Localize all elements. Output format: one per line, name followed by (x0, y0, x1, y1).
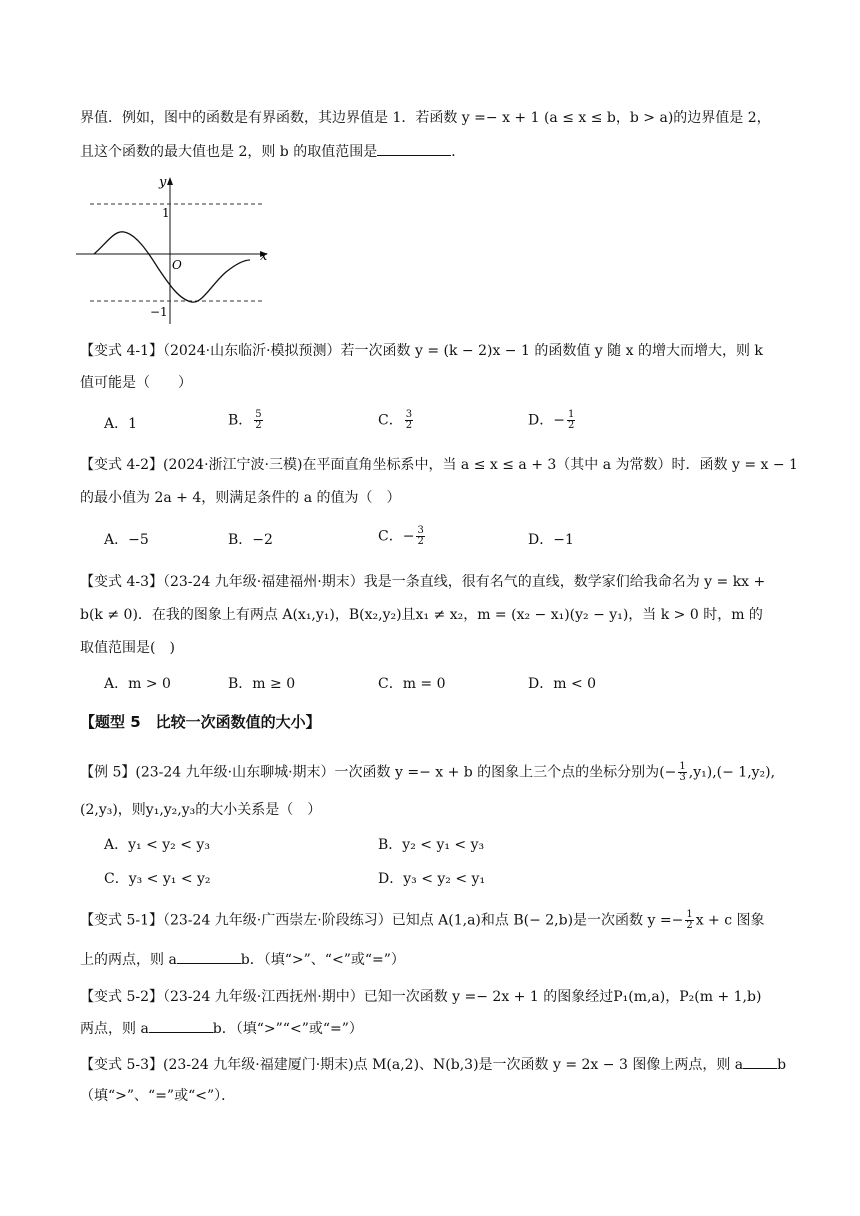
v42-line-1: 【变式 4-2】(2024·浙江宁波·三模)在平面直角坐标系中，当 a ≤ x ≤ a + 3（其中 a 为常数）时．函数 y = x − 1 (80, 457, 798, 473)
v41-option-c-label: C． (378, 412, 403, 429)
intro-line-1: 界值．例如，图中的函数是有界函数，其边界值是 1．若函数 y =− x + 1 (a ≤ x ≤ b，b > a)的边界值是 2， (80, 110, 771, 126)
section-5-title: 【题型 5 比较一次函数值的大小】 (80, 713, 321, 731)
v41-option-d[interactable] (528, 410, 577, 431)
intro-line-2-text: 且这个函数的最大值也是 2，则 b 的取值范围是 (80, 144, 378, 160)
function-graph (76, 172, 276, 328)
v41-option-a[interactable]: A．1 (104, 416, 138, 432)
answer-blank (377, 141, 451, 156)
v43-line-2: b(k ≠ 0)．在我的图象上有两点 A(x₁,y₁)，B(x₂,y₂)且x₁ ≠ x₂，m = (x₂ − x₁)(y₂ − y₁)，当 k > 0 时，m 的 (80, 607, 763, 623)
v41-option-d-frac: $\frac{1}{2}$ (567, 409, 575, 431)
v53-line-1-end: b (777, 1057, 787, 1073)
v41-option-c[interactable] (378, 410, 415, 431)
v42-line-2: 的最小值为 2a + 4，则满足条件的 a 的值为（ ） (80, 490, 401, 506)
v52-answer-blank[interactable] (149, 1018, 213, 1033)
v53-line-2: （填“>”、“=”或“<”）． (80, 1088, 236, 1104)
ex5-line-1-text: 【例 5】(23-24 九年级·山东聊城·期末）一次函数 y =− x + b 的图象上三个点的坐标分别为 (80, 764, 660, 781)
v41-option-c-frac: $\frac{3}{2}$ (405, 409, 413, 431)
bottom-tick-label: −1 (150, 305, 168, 319)
ex5-option-d[interactable]: D．y₃ < y₂ < y₁ (378, 871, 486, 887)
v51-line-1-end: x + c 图象 (695, 912, 765, 929)
ex5-option-b[interactable]: B．y₂ < y₁ < y₃ (378, 837, 485, 853)
v51-line-1-text: 【变式 5-1】（23-24 九年级·广西崇左·阶段练习）已知点 A(1,a)和点 B(− 2,b)是一次函数 y =− (80, 912, 684, 929)
v43-option-a[interactable]: A．m > 0 (104, 676, 171, 692)
ex5-line-2: (2,y₃)，则y₁,y₂,y₃的大小关系是（ ） (80, 802, 322, 818)
v41-option-d-label: D．− (528, 412, 565, 429)
v42-option-a[interactable]: A．−5 (104, 532, 149, 548)
ex5-point-1-post: ,y₁),(− 1,y₂), (688, 764, 776, 781)
v41-option-b[interactable] (228, 410, 265, 431)
v41-option-b-frac: $\frac{5}{2}$ (255, 409, 262, 431)
v51-line-2-text: 上的两点，则 a (80, 952, 177, 968)
v42-option-d[interactable]: D．−1 (528, 532, 574, 548)
v51-answer-blank[interactable] (177, 949, 241, 964)
v43-option-b[interactable]: B．m ≥ 0 (228, 676, 296, 692)
v42-option-c[interactable] (378, 526, 427, 547)
v52-line-2 (80, 1018, 363, 1039)
v41-option-b-label: B． (228, 412, 253, 429)
v51-line-2 (80, 949, 405, 970)
ex5-line-1 (80, 762, 775, 783)
ex5-option-c[interactable]: C．y₃ < y₁ < y₂ (104, 871, 211, 887)
v51-line-1 (80, 910, 765, 931)
v42-option-c-frac: $\frac{3}{2}$ (417, 525, 424, 547)
v53-line-1 (80, 1054, 786, 1075)
y-axis-label: y (159, 175, 167, 190)
v41-line-2: 值可能是（ ） (80, 375, 192, 391)
v52-line-2-text: 两点，则 a (80, 1021, 149, 1037)
x-axis-label: x (260, 249, 268, 264)
origin-label: O (172, 258, 182, 272)
v53-line-1-text: 【变式 5-3】(23-24 九年级·福建厦门·期末)点 M(a,2)、N(b,3)是一次函数 y = 2x − 3 图像上两点，则 a (80, 1057, 744, 1073)
ex5-option-a[interactable]: A．y₁ < y₂ < y₃ (104, 837, 210, 853)
v42-option-c-label: C．− (378, 528, 415, 545)
v51-line-2-end: b．（填“>”、“<”或“=”） (240, 952, 405, 968)
v41-line-1: 【变式 4-1】（2024·山东临沂·模拟预测）若一次函数 y = (k − 2)x − 1 的函数值 y 随 x 的增大而增大，则 k (80, 343, 763, 359)
v43-line-3: 取值范围是( ) (80, 640, 175, 656)
ex5-point-1-pre: (− (659, 764, 677, 781)
ex5-point-1-frac: $\frac{1}{3}$ (679, 761, 686, 783)
v43-option-c[interactable]: C．m = 0 (378, 676, 446, 692)
top-tick-label: 1 (162, 206, 170, 220)
v42-option-b[interactable]: B．−2 (228, 532, 273, 548)
intro-line-2-end: ． (451, 144, 466, 160)
v43-line-1: 【变式 4-3】（23-24 九年级·福建福州·期末）我是一条直线，很有名气的直线，数学家们给我命名为 y = kx + (80, 574, 766, 590)
v43-option-d[interactable]: D．m < 0 (528, 676, 597, 692)
v51-frac: $\frac{1}{2}$ (686, 909, 693, 931)
v53-answer-blank[interactable] (743, 1054, 777, 1069)
v52-line-1: 【变式 5-2】（23-24 九年级·江西抚州·期中）已知一次函数 y =− 2x + 1 的图象经过P₁(m,a)，P₂(m + 1,b) (80, 989, 762, 1005)
y-axis-arrow (167, 177, 173, 185)
v52-line-2-end: b．（填“>”“<”或“=”） (212, 1021, 363, 1037)
intro-line-2 (80, 141, 465, 162)
